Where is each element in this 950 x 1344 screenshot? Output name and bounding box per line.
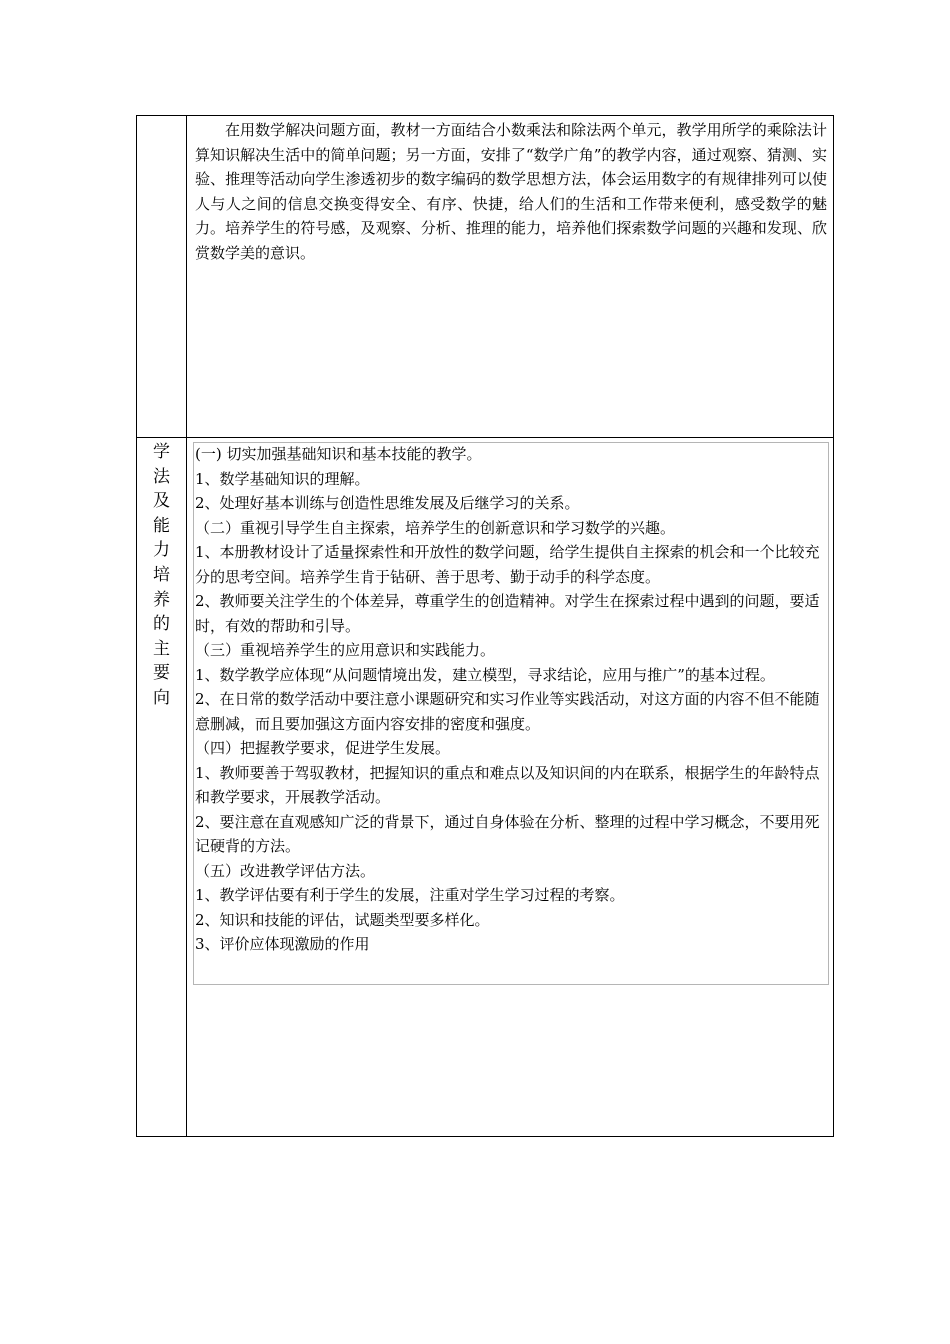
list-item: 1、教学评估要有利于学生的发展，注重对学生学习过程的考察。 (195, 886, 625, 904)
section-heading: （二）重视引导学生自主探索，培养学生的创新意识和学习数学的兴趣。 (195, 518, 676, 537)
row-divider (137, 437, 833, 438)
column-divider (186, 116, 187, 1136)
section-heading: （五）改进教学评估方法。 (195, 861, 376, 880)
list-item: 2、要注意在直观感知广泛的背景下，通过自身体验在分析、整理的过程中学习概念，不要用死记硬背的方法。 (195, 812, 820, 855)
list-item: 2、知识和技能的评估，试题类型要多样化。 (195, 910, 490, 929)
row-label-char: 主 (153, 638, 170, 659)
row-label-char: 力 (153, 540, 170, 561)
list-item: 2、教师要关注学生的个体差异，尊重学生的创造精神。对学生在探索过程中遇到的问题，要适时，有效的帮助和引导。 (195, 592, 820, 635)
row-label-char: 学 (153, 442, 170, 462)
section-heading: （三）重视培养学生的应用意识和实践能力。 (195, 641, 496, 659)
top-paragraph: 在用数学解决问题方面，教材一方面结合小数乘法和除法两个单元，教学用所学的乘除法计算知识解决生活中的简单问题；另一方面，安排了“数学广角”的教学内容，通过观察、猜测、实验、推理等活动向学生渗透初步的数字编码的数学思想方法，体会运用数字的有规律排列可以使人与人之间的信息交换变得安全、有序、快捷，给人们的生活和工作带来便利，感受数学的魅力。培养学生的符号感，及观察、分析、推理的能力，培养他们探索数学问题的兴趣和发现、欣赏数学美的意识。 (195, 121, 827, 262)
row-label-cell (137, 440, 186, 711)
row-label-char: 要 (153, 663, 170, 684)
row-label-char: 培 (153, 564, 170, 585)
row-label-char: 及 (153, 491, 170, 512)
top-content-cell (195, 118, 827, 265)
list-item: 3、评价应体现激励的作用 (195, 935, 370, 953)
row-label-char: 向 (153, 687, 170, 708)
list-item: 2、处理好基本训练与创造性思维发展及后继学习的关系。 (195, 494, 580, 512)
row-label-char: 的 (153, 614, 170, 635)
list-item: 2、在日常的数学活动中要注意小课题研究和实习作业等实践活动，对这方面的内容不但不能随意删减，而且要加强这方面内容安排的密度和强度。 (195, 690, 820, 733)
row-label-char: 养 (153, 589, 170, 610)
content-list (195, 442, 827, 957)
section-heading: (一) 切实加强基础知识和基本技能的教学。 (195, 445, 482, 463)
row-label-char: 法 (153, 466, 170, 487)
list-item: 1、本册教材设计了适量探索性和开放性的数学问题，给学生提供自主探索的机会和一个比较充分的思考空间。培养学生肯于钻研、善于思考、勤于动手的科学态度。 (195, 543, 820, 586)
row-label-char: 能 (153, 515, 170, 536)
list-item: 1、数学教学应体现“从问题情境出发，建立模型，寻求结论，应用与推广”的基本过程。 (195, 665, 775, 684)
document-table (136, 115, 834, 1137)
list-item: 1、教师要善于驾驭教材，把握知识的重点和难点以及知识间的内在联系，根据学生的年龄特点和教学要求，开展教学活动。 (195, 763, 820, 806)
list-item: 1、数学基础知识的理解。 (195, 469, 370, 488)
section-heading: （四）把握教学要求，促进学生发展。 (195, 739, 451, 757)
